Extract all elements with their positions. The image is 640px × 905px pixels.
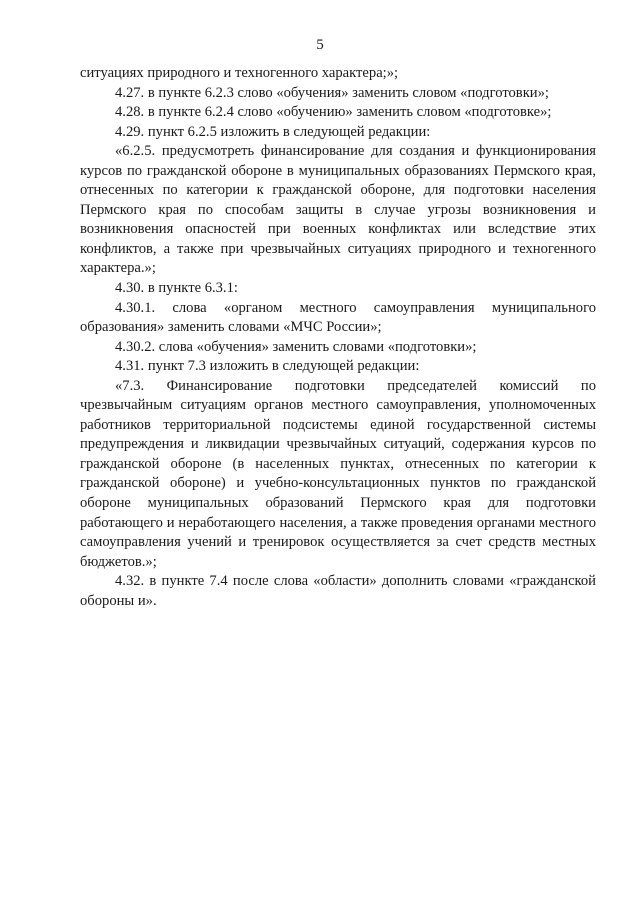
paragraph-4-30: 4.30. в пункте 6.3.1: [115, 280, 238, 297]
paragraph-4-31: 4.31. пункт 7.3 изложить в следующей редакции: [115, 358, 420, 375]
paragraph-4-30-2: 4.30.2. слова «обучения» заменить словами «подготовки»; [115, 338, 477, 355]
page-number: 5 [316, 37, 324, 53]
paragraph-4-28: 4.28. в пункте 6.2.4 слово «обучению» заменить словом «подготовке»; [115, 104, 552, 121]
paragraph-4-32: 4.32. в пункте 7.4 после слова «области» дополнить словами «гражданской обороны и». [80, 573, 596, 609]
paragraph-6-2-5-quote: «6.2.5. предусмотреть финансирование для создания и функционирования курсов по гражданской обороне в муниципальных образованиях Пермского края, отнесенных по категории к гражданской обороне, для подготовки населения Пермского края по способам защиты в случае угрозы возникновения и возникновения опасностей при военных конфликтах или вследствие этих конфликтов, а также при чрезвычайных ситуациях природного и техногенного характера.»; [80, 143, 596, 277]
paragraph-4-27: 4.27. в пункте 6.2.3 слово «обучения» заменить словом «подготовки»; [115, 84, 549, 101]
paragraph-7-3-quote: «7.3. Финансирование подготовки председателей комиссий по чрезвычайным ситуациям органов местного самоуправления, уполномоченных работников территориальной подсистемы единой государственной системы предупреждения и ликвидации чрезвычайных ситуаций, содержания курсов по гражданской обороне (в населенных пунктах, отнесенных по категории к гражданской обороне) и учебно-консультационных пунктов по гражданской обороне муниципальных образований Пермского края для подготовки работающего и неработающего населения, а также проведения органами местного самоуправления учений и тренировок осуществляется за счет средств местных бюджетов.»; [80, 377, 596, 570]
document-body [80, 64, 596, 611]
paragraph-continuation: ситуациях природного и техногенного характера;»; [80, 65, 399, 81]
paragraph-4-30-1: 4.30.1. слова «органом местного самоуправления муниципального образования» заменить словами «МЧС России»; [80, 299, 596, 336]
paragraph-4-29: 4.29. пункт 6.2.5 изложить в следующей редакции: [115, 123, 431, 140]
